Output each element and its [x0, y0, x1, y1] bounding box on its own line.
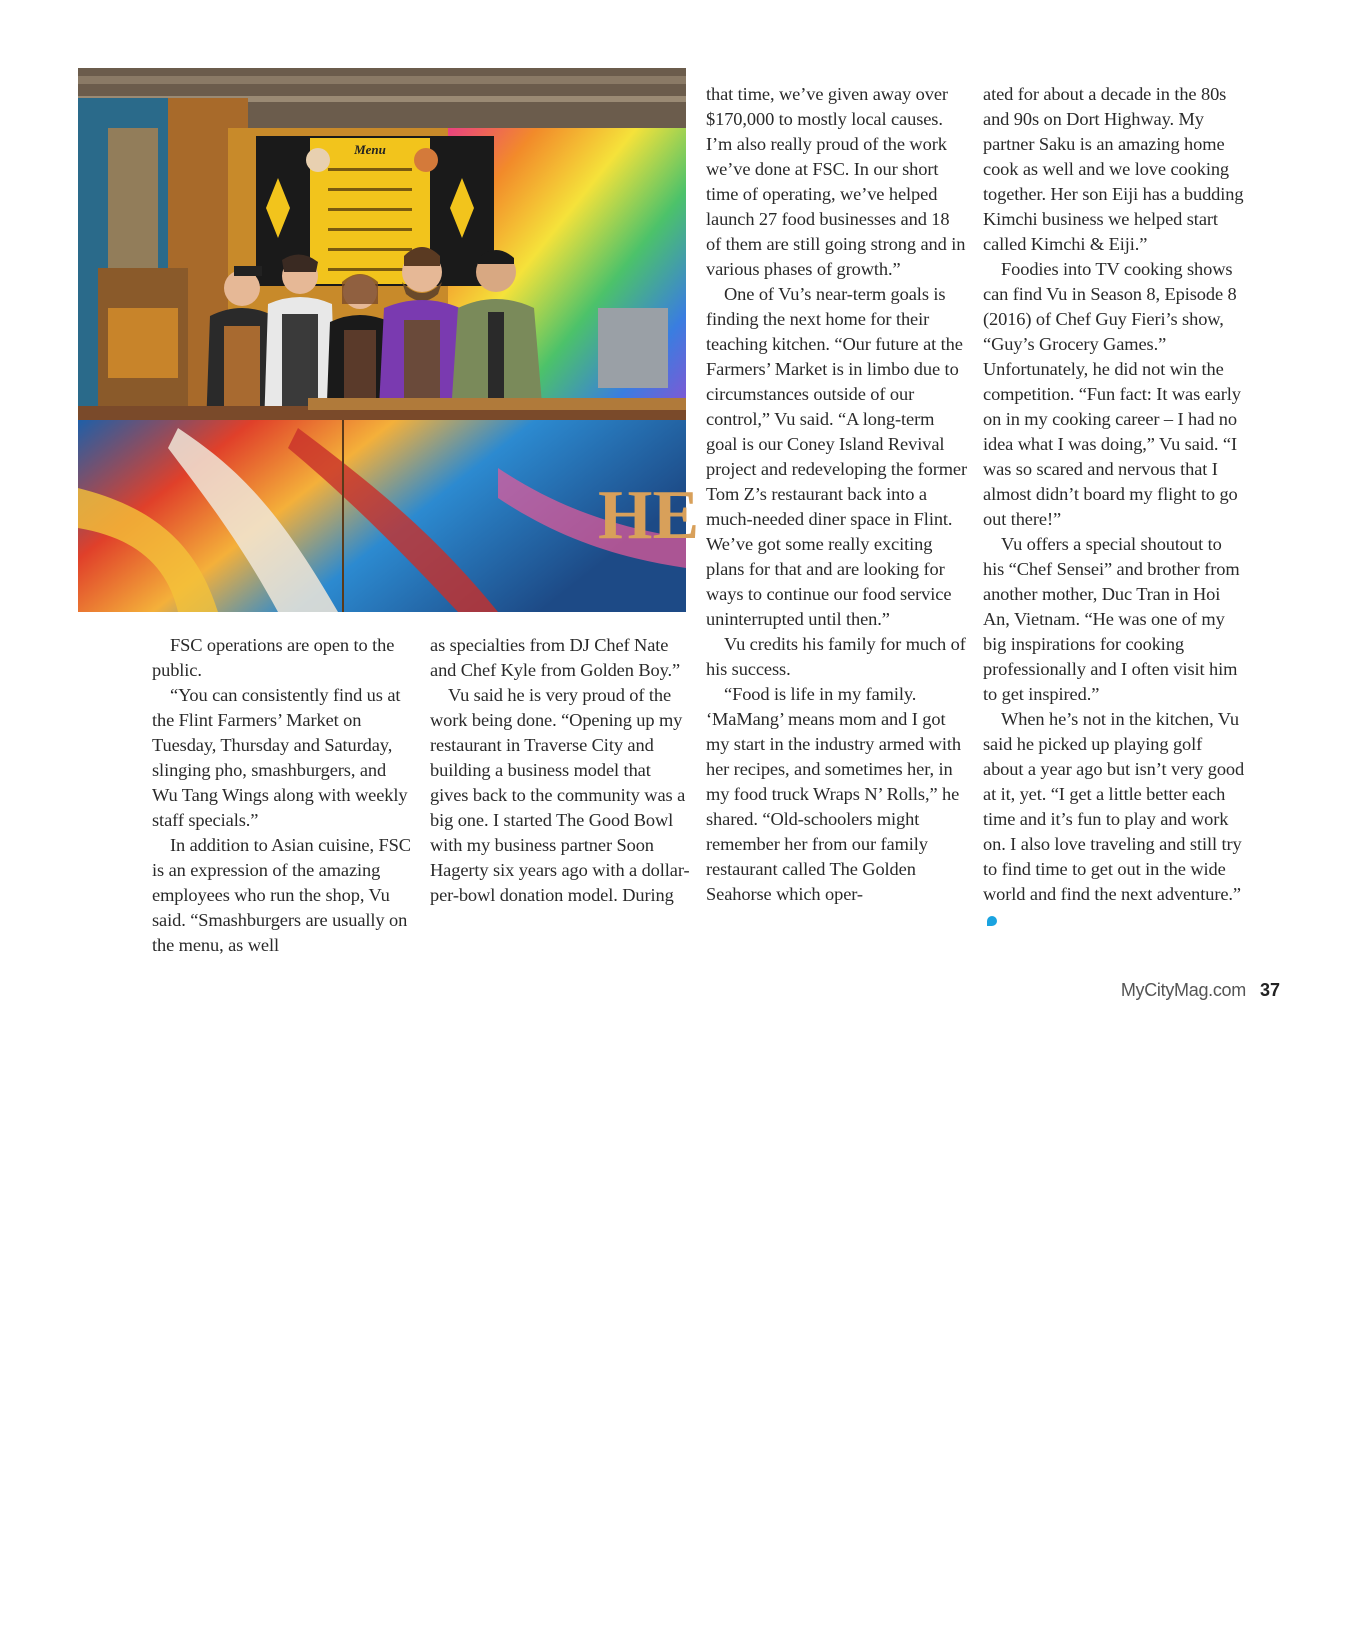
page-number: 37 — [1259, 980, 1280, 1000]
paragraph-text: When he’s not in the kitchen, Vu said he picked up playing golf about a year ago but isn’t very good at it, yet. “I get a little better each time and it’s fun to play and work on. I also love traveling and still try to find time to get out in the wide world and find the next adventure.” — [983, 709, 1245, 904]
paragraph: Vu offers a special shoutout to his “Chef Sensei” and brother from another mother, Duc Tran in Hoi An, Vietnam. “He was one of my big inspirations for cooking professionally and I often visit him to get inspired.” — [983, 534, 1240, 704]
paragraph: Vu said he is very proud of the work being done. “Opening up my restaurant in Traverse City and building a business model that gives back to the community was a big one. I started The Good Bowl with my business partner Soon Hagerty six years ago with a dollar-per-bowl donation model. During — [430, 685, 690, 905]
paragraph: FSC operations are open to the public. — [152, 635, 395, 680]
paragraph: One of Vu’s near-term goals is finding the next home for their teaching kitchen. “Our future at the Farmers’ Market is in limbo due to circumstances outside of our control,” Vu said. “A long-term goal is our Coney Island Revival project and redeveloping the former Tom Z’s restaurant back into a much-needed diner space in Flint. We’ve got some really exciting plans for that and are looking for ways to continue our food service uninterrupted until then.” — [706, 284, 968, 629]
photo-illustration — [78, 68, 700, 612]
paragraph: Foodies into TV cooking shows can find Vu in Season 8, Episode 8 (2016) of Chef Guy Fieri’s show, “Guy’s Grocery Games.” Unfortunately, he did not win the competition. “Fun fact: It was early on in my cooking career – I had no idea what I was doing,” Vu said. “I was so scared and nervous that I almost didn’t board my flight to go out there!” — [983, 259, 1241, 529]
paragraph: “You can consistently find us at the Flint Farmers’ Market on Tuesday, Thursday and Saturday, slinging pho, smashburgers, and Wu Tang Wings along with weekly staff specials.” — [152, 685, 408, 830]
article-photo — [78, 68, 700, 612]
article-column-4 — [983, 82, 1245, 932]
end-mark-icon — [987, 916, 997, 926]
page-footer — [1050, 980, 1280, 1001]
footer-site: MyCityMag.com — [1120, 980, 1246, 1000]
paragraph — [983, 707, 1245, 932]
paragraph: as specialties from DJ Chef Nate and Chef Kyle from Golden Boy.” — [430, 635, 681, 680]
paragraph: that time, we’ve given away over $170,000 to mostly local causes. I’m also really proud of the work we’ve done at FSC. In our short time of operating, we’ve helped launch 27 food businesses and 18 of them are still going strong and in various phases of growth.” — [706, 84, 966, 279]
menu-title: Menu — [354, 142, 386, 157]
article-column-3 — [706, 82, 968, 907]
paragraph: “Food is life in my family. ‘MaMang’ means mom and I got my start in the industry armed with her recipes, and sometimes her, in my food truck Wraps N’ Rolls,” he shared. “Old-schoolers might remember her from our family restaurant called The Golden Seahorse which oper- — [706, 684, 961, 904]
article-column-1 — [152, 633, 414, 958]
mural-lettering: HE — [598, 477, 700, 554]
article-column-2 — [430, 633, 692, 908]
paragraph: In addition to Asian cuisine, FSC is an expression of the amazing employees who run the shop, Vu said. “Smashburgers are usually on the menu, as well — [152, 835, 411, 955]
paragraph: ated for about a decade in the 80s and 90s on Dort Highway. My partner Saku is an amazing home cook as well and we love cooking together. Her son Eiji has a budding Kimchi business we helped start called Kimchi & Eiji.” — [983, 84, 1244, 254]
paragraph: Vu credits his family for much of his success. — [706, 634, 966, 679]
